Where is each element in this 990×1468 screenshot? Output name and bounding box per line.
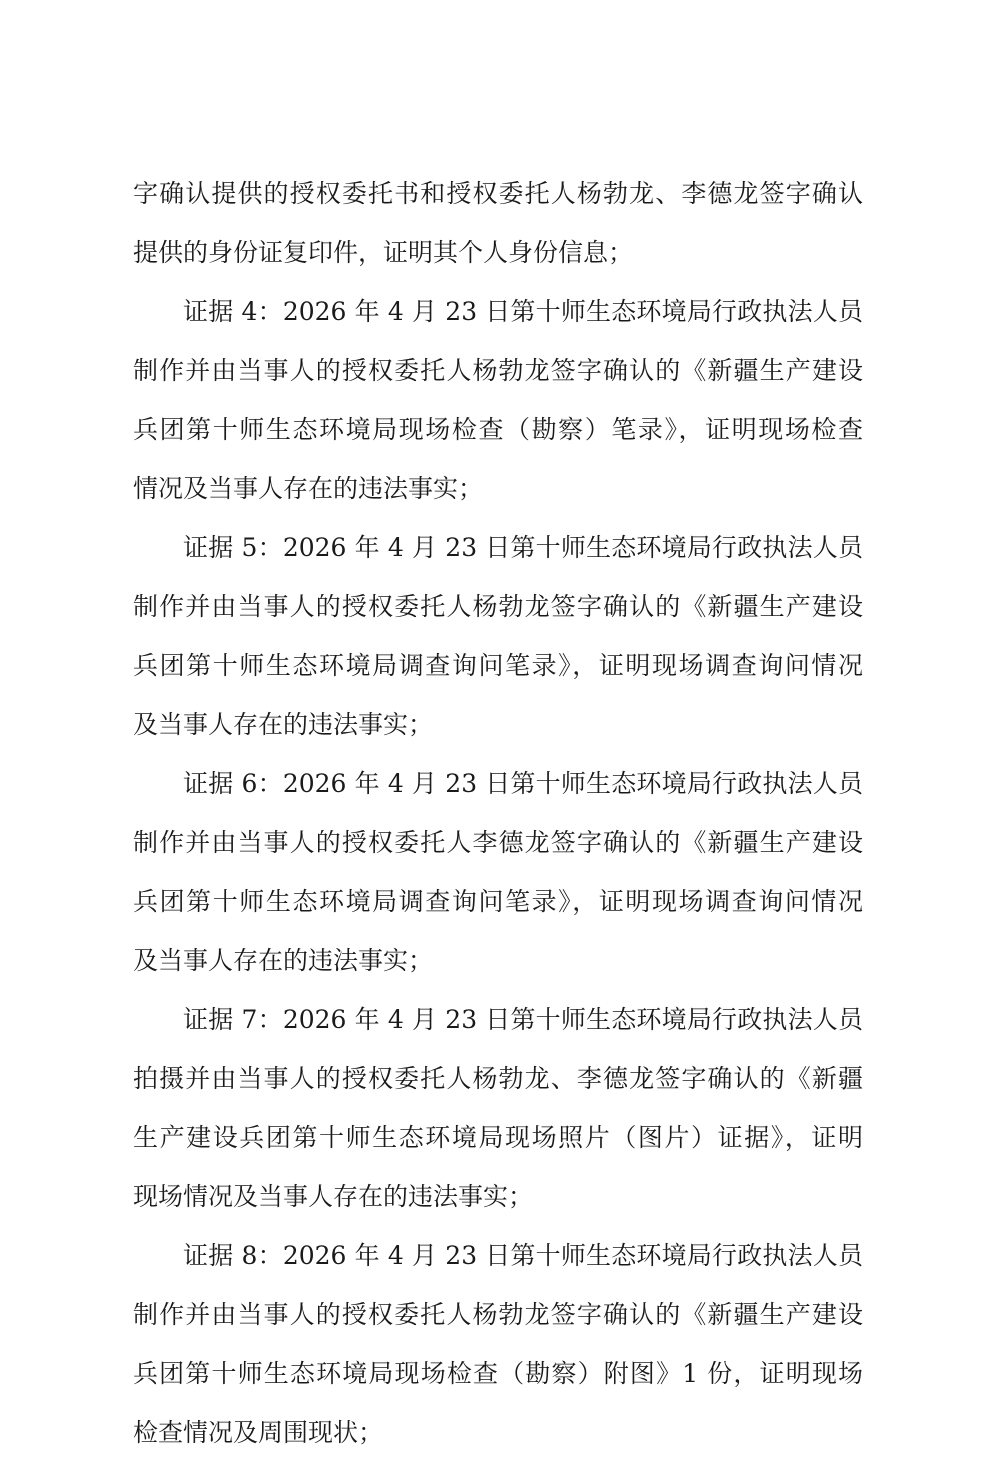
text-line: 检查情况及周围现状； [133, 1418, 384, 1447]
paragraph-evidence-8 [133, 1232, 863, 1468]
text-line: 证据 7：2026 年 4 月 23 日第十师生态环境局行政执法人员 [183, 1005, 863, 1034]
text-line: 兵团第十师生态环境局调查询问笔录》，证明现场调查询问情况 [133, 887, 863, 916]
text-line: 兵团第十师生态环境局现场检查（勘察）附图》1 份，证明现场 [133, 1359, 863, 1388]
text-line: 制作并由当事人的授权委托人杨勃龙签字确认的《新疆生产建设 [133, 356, 863, 385]
paragraph-evidence-7 [133, 996, 863, 1232]
text-line: 拍摄并由当事人的授权委托人杨勃龙、李德龙签字确认的《新疆 [133, 1064, 863, 1093]
text-line: 兵团第十师生态环境局现场检查（勘察）笔录》，证明现场检查 [133, 415, 863, 444]
document-body [133, 170, 863, 1468]
text-line: 情况及当事人存在的违法事实； [133, 474, 484, 503]
text-line: 制作并由当事人的授权委托人杨勃龙签字确认的《新疆生产建设 [133, 1300, 863, 1329]
text-line: 现场情况及当事人存在的违法事实； [133, 1182, 534, 1211]
text-line: 字确认提供的授权委托书和授权委托人杨勃龙、李德龙签字确认 [133, 179, 863, 208]
text-line: 制作并由当事人的授权委托人李德龙签字确认的《新疆生产建设 [133, 828, 863, 857]
paragraph-evidence-6 [133, 760, 863, 996]
text-line: 证据 4：2026 年 4 月 23 日第十师生态环境局行政执法人员 [183, 297, 863, 326]
paragraph-evidence-4 [133, 288, 863, 524]
text-line: 证据 8：2026 年 4 月 23 日第十师生态环境局行政执法人员 [183, 1241, 863, 1270]
text-line: 制作并由当事人的授权委托人杨勃龙签字确认的《新疆生产建设 [133, 592, 863, 621]
text-line: 及当事人存在的违法事实； [133, 946, 434, 975]
text-line: 证据 6：2026 年 4 月 23 日第十师生态环境局行政执法人员 [183, 769, 863, 798]
paragraph-evidence-5 [133, 524, 863, 760]
text-line: 生产建设兵团第十师生态环境局现场照片（图片）证据》，证明 [133, 1123, 863, 1152]
paragraph [133, 170, 863, 288]
text-line: 兵团第十师生态环境局调查询问笔录》，证明现场调查询问情况 [133, 651, 863, 680]
text-line: 证据 5：2026 年 4 月 23 日第十师生态环境局行政执法人员 [183, 533, 863, 562]
text-line: 及当事人存在的违法事实； [133, 710, 434, 739]
text-line: 提供的身份证复印件，证明其个人身份信息； [133, 238, 634, 267]
